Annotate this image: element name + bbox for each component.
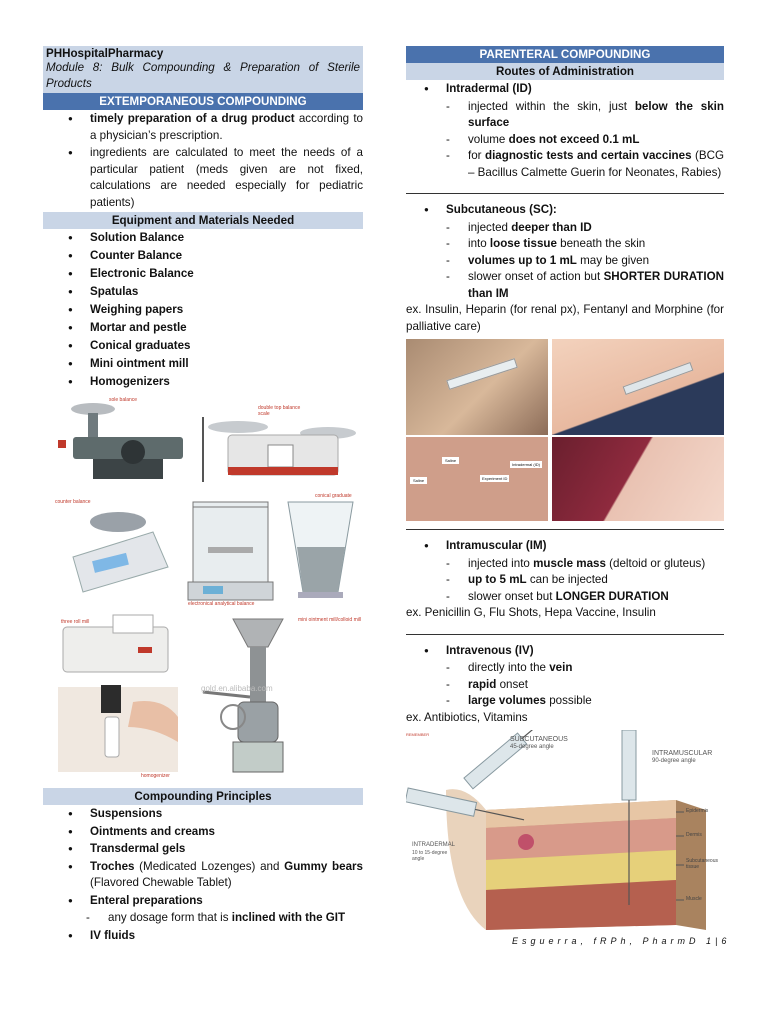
list-item: - for diagnostic tests and certain vaccines (BCG – Bacillus Calmette Guerin for Neonates, Rabies) [468, 148, 724, 181]
list-item: ● Solution Balance [90, 229, 363, 247]
photo-label: Saline [410, 477, 427, 484]
list-item: - rapid onset [468, 677, 724, 694]
list-item: - up to 5 mL can be injected [468, 572, 724, 589]
conical-graduate-image [288, 502, 353, 598]
list-item: - volume does not exceed 0.1 mL [468, 132, 724, 149]
list-item: - directly into the vein [468, 660, 724, 677]
photo-skin-tests [406, 437, 548, 521]
list-item: ● Counter Balance [90, 247, 363, 265]
equipment-list [43, 229, 363, 391]
page-footer: Esguerra, fRPh, PharmD 1|6 [512, 936, 731, 946]
injection-photos [406, 339, 724, 521]
route-title: ● Intradermal (ID) [446, 81, 724, 98]
right-column [406, 46, 724, 930]
divider [406, 193, 724, 194]
layer-label-subcutaneous: Subcutaneous tissue [686, 858, 718, 870]
principles-list-end [43, 928, 363, 945]
photo-arm-injection [406, 339, 548, 435]
homogenizer-image [58, 685, 178, 772]
list-item: ● Weighing papers [90, 301, 363, 319]
sc-example: ex. Insulin, Heparin (for renal px), Fentanyl and Morphine (for palliative care) [406, 303, 724, 333]
list-item: - into loose tissue beneath the skin [468, 236, 724, 253]
diagram-label-sub-angle: 45-degree angle [510, 744, 554, 750]
list-item: - large volumes possible [468, 693, 724, 710]
electronic-analytical-balance-image [188, 502, 273, 600]
double-top-balance-image [208, 421, 356, 475]
figure-caption: double top balance scale [258, 405, 301, 417]
extemporaneous-list [43, 111, 363, 211]
brand-title: PHHospitalPharmacy [46, 47, 164, 60]
diagram-label-im-angle: 90-degree angle [652, 758, 696, 764]
watermark: gold.en.alibaba.com [201, 684, 273, 693]
diagram-label-id-angle: 10 to 15-degree angle [412, 850, 448, 862]
layer-label-muscle: Muscle [686, 896, 702, 902]
id-route [406, 81, 724, 98]
route-title: ● Intravenous (IV) [446, 643, 724, 660]
mini-ointment-mill-image [203, 619, 283, 772]
list-item: ● Troches (Medicated Lozenges) and Gummy bears (Flavored Chewable Tablet) [90, 859, 363, 892]
list-item: ● timely preparation of a drug product according to a physician’s prescription. [90, 111, 363, 144]
photo-label: Intradermal (ID) [512, 462, 541, 467]
iv-route [406, 643, 724, 660]
figure-caption: electronical analytical balance [188, 601, 255, 607]
figure-caption: counter balance [55, 499, 91, 505]
list-item: ● Mortar and pestle [90, 319, 363, 337]
parenteral-heading: PARENTERAL COMPOUNDING [406, 46, 724, 63]
list-item: - injected into muscle mass (deltoid or gluteus) [468, 556, 724, 573]
figure-caption: conical graduate [315, 493, 352, 499]
list-item: ● ingredients are calculated to meet the needs of a particular patient (meds given are not fixed, calculations are needed especially for pediatric patients) [90, 145, 363, 211]
list-item: ● Transdermal gels [90, 841, 363, 858]
photo-label: Experiment ID [482, 476, 508, 481]
figure-caption: sole balance [109, 397, 138, 403]
photo-deltoid-injection [552, 437, 724, 521]
divider [406, 634, 724, 635]
route-title: ● Subcutaneous (SC): [446, 202, 724, 219]
diagram-label-subcutaneous: SUBCUTANEOUS [510, 736, 568, 743]
left-column [43, 46, 363, 945]
photo-abdomen-injection [552, 339, 724, 435]
sc-route [406, 202, 724, 219]
diagram-label-intramuscular: INTRAMUSCULAR [652, 750, 713, 757]
list-item: ● Conical graduates [90, 337, 363, 355]
list-item: ● IV fluids [90, 928, 363, 945]
list-item: - slower onset but LONGER DURATION [468, 589, 724, 606]
diagram-label-intradermal: INTRADERMAL [412, 842, 456, 848]
list-item: ● Suspensions [90, 806, 363, 823]
module-header [43, 46, 363, 93]
principles-heading: Compounding Principles [43, 788, 363, 805]
photo-label: Saline [442, 457, 459, 464]
route-title: ● Intramuscular (IM) [446, 538, 724, 555]
divider [406, 529, 724, 530]
list-item: - injected within the skin, just below the skin surface [468, 99, 724, 132]
layer-label-epidermis: Epidermis [686, 808, 709, 814]
figure-caption: mini ointment mill/colloid mill [298, 617, 362, 623]
list-item: - injected deeper than ID [468, 220, 724, 237]
principles-list [43, 806, 363, 909]
iv-points [406, 660, 724, 710]
equipment-illustration [53, 397, 363, 782]
list-item: - volumes up to 1 mL may be given [468, 253, 724, 270]
figure-caption: three roll mill [61, 619, 90, 625]
list-item: ● Homogenizers [90, 373, 363, 391]
im-route [406, 538, 724, 555]
solution-balance-image [58, 403, 203, 482]
equipment-figure [53, 397, 363, 782]
layer-label-dermis: Dermis [686, 832, 702, 838]
injection-angle-diagram [406, 730, 724, 930]
list-item: ● Electronic Balance [90, 265, 363, 283]
figure-caption: homogenizer [141, 773, 170, 779]
list-item: ● Enteral preparations [90, 893, 363, 910]
routes-heading: Routes of Administration [406, 63, 724, 80]
diagram-corner-label: REMEMBER [406, 732, 430, 737]
enteral-sublist [43, 910, 363, 927]
im-example: ex. Penicillin G, Flu Shots, Hepa Vaccine, Insulin [406, 606, 656, 619]
iv-example: ex. Antibiotics, Vitamins [406, 710, 528, 724]
counter-balance-image [73, 512, 168, 592]
list-item: ● Spatulas [90, 283, 363, 301]
list-item: ● Mini ointment mill [90, 355, 363, 373]
id-points [406, 99, 724, 182]
extemporaneous-heading: EXTEMPORANEOUS COMPOUNDING [43, 93, 363, 110]
equipment-heading: Equipment and Materials Needed [43, 212, 363, 229]
im-points [406, 556, 724, 606]
module-title: Module 8: Bulk Compounding & Preparation of Sterile Products [46, 61, 360, 90]
sc-points [406, 220, 724, 303]
list-item: - slower onset of action but SHORTER DURATION than IM [468, 269, 724, 302]
list-item: ● Ointments and creams [90, 824, 363, 841]
list-item: - any dosage form that is inclined with the GIT [108, 910, 363, 927]
